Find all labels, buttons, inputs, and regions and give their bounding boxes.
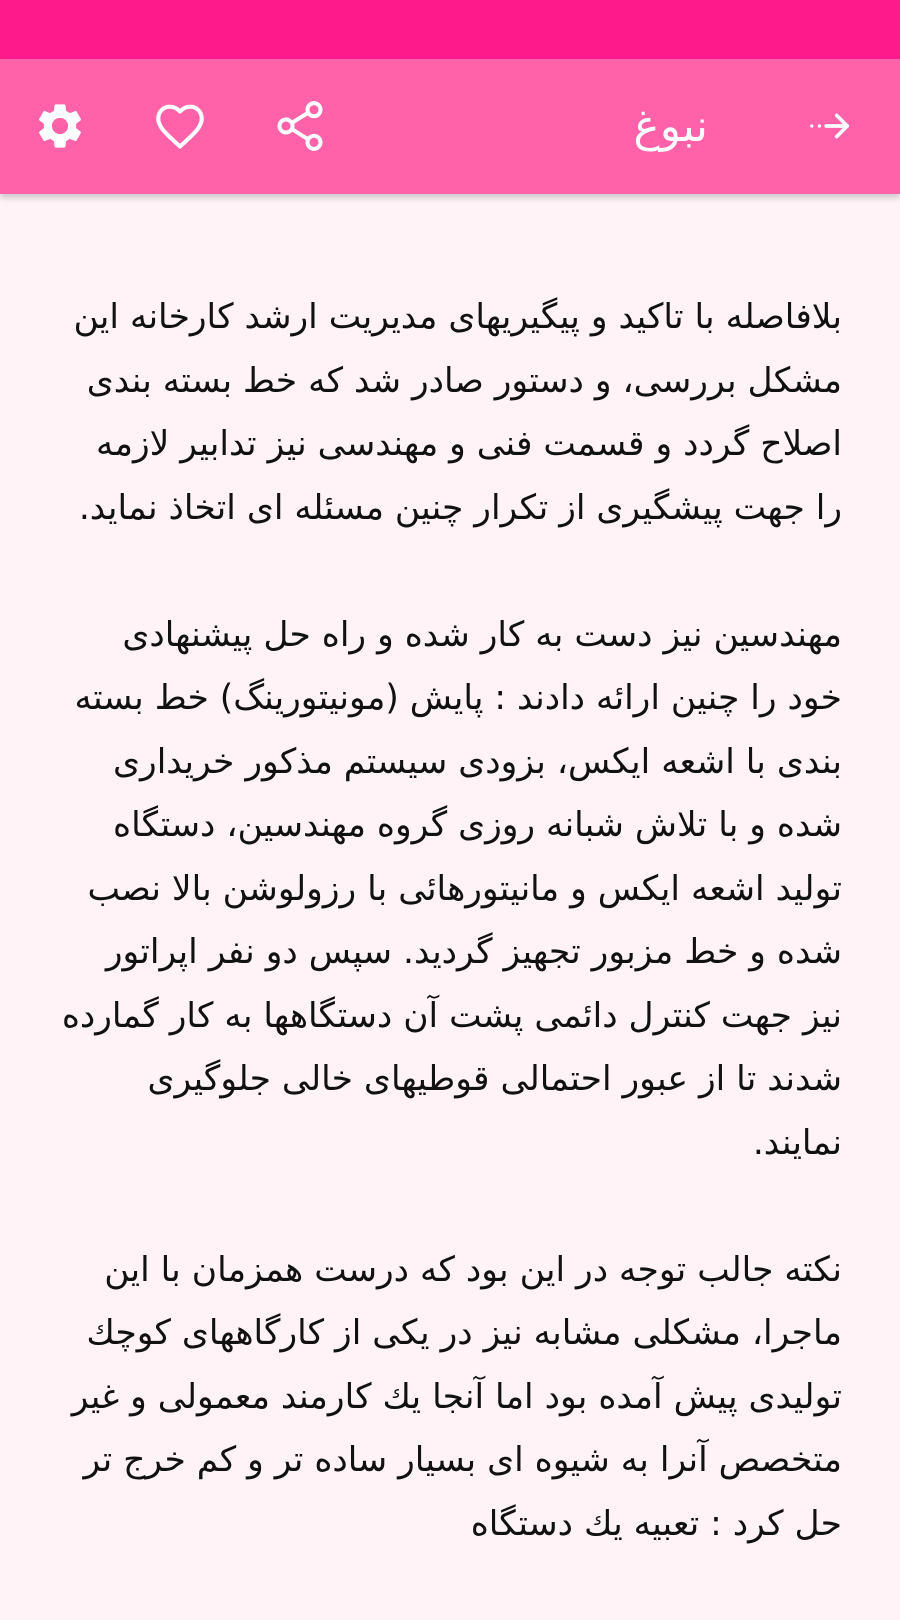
back-button[interactable] <box>797 93 863 159</box>
share-button[interactable] <box>267 93 333 159</box>
favorite-button[interactable] <box>147 93 213 159</box>
settings-button[interactable] <box>27 93 93 159</box>
article-paragraph: بلافاصله با تاکید و پیگیریهای مدیریت ارشد کارخانه این مشکل بررسی، و دستور صادر شد که خط بسته بندی اصلاح گردد و قسمت فنی و مهندسی نیز تدابیر لازمه را جهت پیشگیری از تکرار چنین مسئله ای اتخاذ نماید. <box>73 297 842 528</box>
share-icon <box>272 98 328 154</box>
gear-icon <box>33 99 87 153</box>
status-bar <box>0 0 900 59</box>
app-title: نبوغ <box>633 101 708 152</box>
article-paragraph: نکته جالب توجه در این بود که درست همزمان با این ماجرا، مشکلی مشابه نیز در یکی از کارگاههای کوچك تولیدی پیش آمده بود اما آنجا یك کارمند معمولی و غیر متخصص آنرا به شیوه ای بسیار ساده تر و کم خرج تر حل کرد : تعبیه یك دستگاه <box>71 1249 842 1544</box>
arrow-right-icon <box>807 103 853 149</box>
app-bar <box>0 59 900 194</box>
article-body <box>60 286 842 1620</box>
heart-icon <box>151 97 209 155</box>
article-paragraph: مهندسین نیز دست به کار شده و راه حل پیشنهادی خود را چنین ارائه دادند : پایش (مونیتورینگ) خط بسته بندی با اشعه ایکس، بزودی سیستم مذکور خریداری شده و با تلاش شبانه روزی گروه مهندسین، دستگاه تولید اشعه ایکس و مانیتورهائی با رزولوشن بالا نصب شده و خط مزبور تجهیز گردید. سپس دو نفر اپراتور نیز جهت کنترل دائمی پشت آن دستگاهها به کار گمارده شدند تا از عبور احتمالی قوطیهای خالی جلوگیری نمایند. <box>61 614 842 1163</box>
